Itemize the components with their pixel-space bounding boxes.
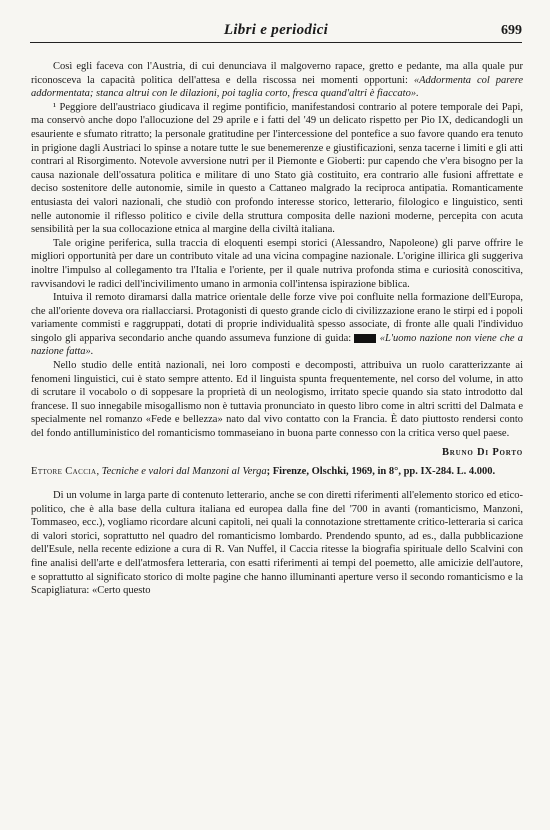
paragraph-1-text: Così egli faceva con l'Austria, di cui denunciava il malgoverno rapace, gretto e pedante, ma alla quale pur riconosceva la capacità politica dell'attesa e della riscossa nei momenti opportuni:	[31, 61, 523, 86]
page-number: 699	[501, 23, 522, 38]
review-title: Tecniche e valori dal Manzoni al Verga	[101, 466, 267, 478]
paragraph-5: Nello studio delle entità nazionali, nei loro composti e decomposti, attribuiva un ruolo caratterizzante ai fenomeni linguistici, cui è stato sempre attento. Ed il linguista spunta frequentemente, nel corso del volume, in atto di scrutare il vocabolo o di soppesare la proprietà di un neologismo, irritato specie quando sia stato introdotto dal francese. Il suo innegabile misogallismo non è tuttavia pronunciato in questo libro come in altri scritti del Dalmata e specialmente nel romanzo «Fede e bellezza» nato dal vivo contatto con la Francia. È dato piuttosto rendersi conto del fondo antilluministico del romanticismo tommaseiano in buona parte connesso con la critica verso quel paese.	[31, 360, 523, 440]
footnote-marker: ¹	[53, 101, 57, 113]
redaction-mark	[354, 334, 376, 343]
paragraph-1	[31, 60, 523, 101]
paragraph-3: Tale origine periferica, sulla traccia di eloquenti esempi storici (Alessandro, Napoleone) gli parve offrire le migliori opportunità per dare un contributo vitale ad una vicina compagine nazionale. L'origine illirica gli suggeriva inoltre l'impulso al collegamento tra l'Italia e l'oriente, per il quale nutriva profonda stima e curiosità conoscitiva, ravvisandovi le radici dell'incivilimento umano in armonia coll'intensa ispirazione biblica.	[31, 237, 523, 290]
review-publication-info: ; Firenze, Olschki, 1969, in 8°, pp. IX-284. L. 4.000.	[266, 466, 496, 478]
paragraph-2	[31, 101, 523, 237]
page-body	[31, 60, 523, 598]
review-paragraph: Di un volume in larga parte di contenuto letterario, anche se con diretti riferimenti all'elemento storico ed etico-politico, che è alla base della cultura italiana ed europea dalla fine del '700 in avanti (romanticismo, Manzoni, Tommaseo, ecc.), vogliamo ricordare alcuni capitoli, nei quali la connotazione strettamente critico-letteraria si carica di valori storici, soprattutto nel quadro del romanticismo lombardo. Prendendo spunto, ad es., dalla pubblicazione dell'Esule, nella recente edizione a cura di R. Van Nuffel, il Caccia ritesse la biografia spirituale dello Scalvini con fine analisi dell'arte e dell'atmosfera letteraria, con esatti riferimenti ai tempi del poemetto, alle amicizie dell'autore, e soprattutto al significato storico di molte pagine che hanno illuminanti aperture verso il secondo romanticismo e la Scapigliatura: «Certo questo	[31, 490, 523, 597]
paragraph-4	[31, 291, 523, 359]
review-heading: Ettore Caccia, Tecniche e valori dal Manzoni al Verga; Firenze, Olschki, 1969, in 8°, pp. IX-284. L. 4.000.	[31, 466, 496, 478]
quote-nazione: «L'uomo nazione non viene che a nazione fatta».	[31, 332, 524, 358]
page-header	[30, 18, 522, 43]
quote-austria: «Addormenta col parere addormentata; stanca altrui con le dilazioni, poi taglia corto, fresca quand'altri è fiaccato».	[31, 74, 524, 100]
paragraph-4-text: Intuiva il remoto diramarsi dalla matrice orientale delle forze vive poi confluite nella formazione dell'Europa, che all'oriente doveva ora riallacciarsi. Protagonisti di questo grande ciclo di civilizzazione erano le stirpi ed i popoli variamente commisti e raggruppati, dotati di proprie individualità spesso associate, di fronte alle quali l'individuo singolo gli appariva secondario anche quando assumeva funzione di guida:	[31, 292, 523, 344]
article-signature: Bruno Di Porto	[441, 446, 523, 458]
running-head: Libri e periodici	[223, 22, 329, 38]
paragraph-2-text: Peggiore dell'austriaco giudicava il regime pontificio, manifestandosi contrario al potere temporale dei Papi, ma conservò anche dopo l'allocuzione del 29 aprile e i fatti del '49 un delicato rispetto per Pio IX, dedicandogli un esauriente e sfumato ritratto; la personale gratitudine per l'intercessione del pontefice a suo favore quando era tenuto in prigione dagli Austriaci lo spinse a notare tutte le sue benemerenze e giustificazioni, senza tacerne i limiti e gli atti contrari al Risorgimento. Notevole avversione nutrì per il Piemonte e Gioberti: pur capendo che v'era bisogno per la causa nazionale dell'ossatura politica e militare di uno Stato già costituito, era contrario alle fusioni affrettate e deciso sostenitore delle autonomie, simile in questo a Cattaneo malgrado la reciproca antipatia. Romanticamente entusiasta dei valori nazionali, che studiò con profondo interesse storico, letterario, filologico e linguistico, sentì nelle autonomie il riflesso politico e civile della struttura composita delle nazioni moderne, percepita con acuta sensibilità per la sua collocazione etnica al margine della civiltà italiana.	[31, 101, 524, 236]
review-author: Ettore Caccia	[31, 466, 97, 478]
